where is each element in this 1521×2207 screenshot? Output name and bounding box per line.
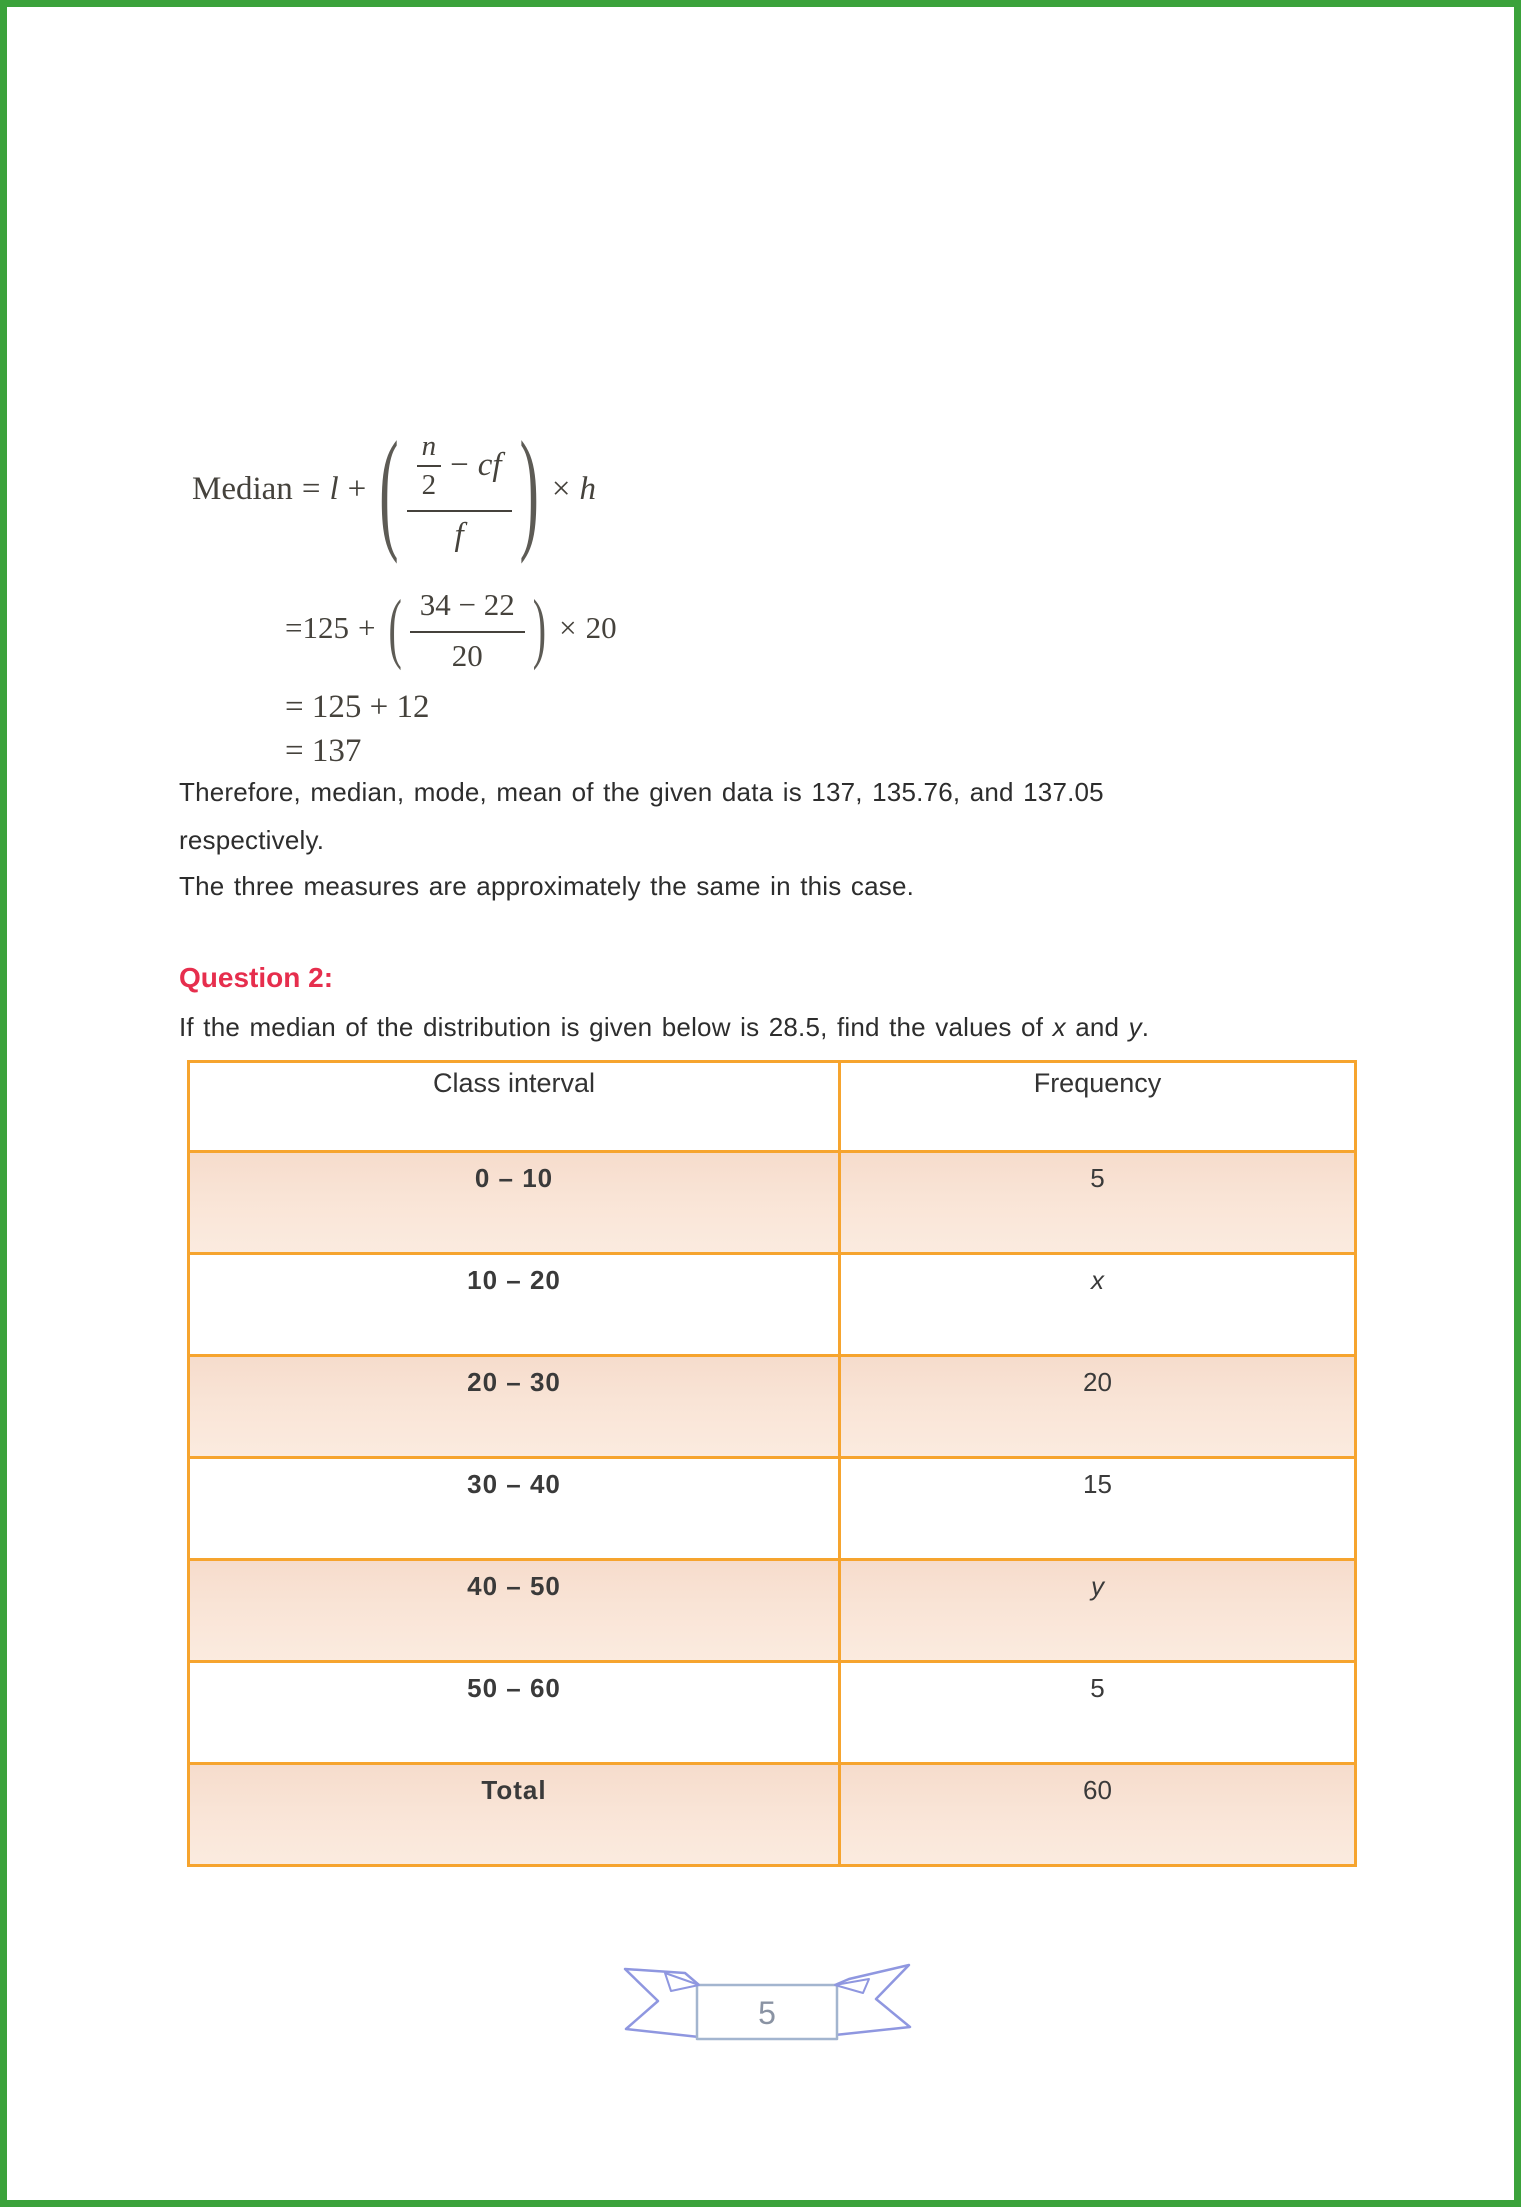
formula-var-cf: cf [477,447,502,483]
times-sign: × [559,610,577,645]
class-interval-cell: Total [190,1765,841,1864]
class-interval-cell: 50 – 60 [190,1663,841,1762]
table-row-total [190,1762,1354,1864]
question-var-x: x [1052,1012,1066,1042]
formula-var-f: f [454,516,464,553]
table-header-class-interval: Class interval [190,1063,841,1150]
table-row [190,1252,1354,1354]
formula-fraction [407,426,512,554]
table-row [190,1558,1354,1660]
plus-sign: + [357,610,376,645]
table-row [190,1456,1354,1558]
table-row [190,1150,1354,1252]
frequency-cell: 5 [1090,1163,1105,1193]
note-text: The three measures are approximately the same in this case. [179,871,915,901]
equals-sign: = [301,471,321,507]
formula-factor-20: 20 [585,610,617,645]
class-interval-cell: 20 – 30 [190,1357,841,1456]
question-text-mid: and [1065,1012,1129,1042]
open-paren: ( [388,583,402,671]
question-text [179,1012,1149,1043]
median-formula-line-2 [285,585,617,671]
median-formula-line-3: = 125 + 12 [285,689,430,725]
class-interval-cell: 40 – 50 [190,1561,841,1660]
formula-fraction [410,583,525,674]
open-paren: ( [379,411,399,565]
formula-median-label: Median [192,471,293,507]
table-row [190,1660,1354,1762]
table-header-row [190,1063,1354,1150]
frequency-cell: 5 [1090,1673,1105,1703]
result-text-line-2: respectively. [179,825,325,855]
n-over-2-fraction [417,430,442,502]
page-number: 5 [758,1995,776,2031]
close-paren: ) [519,411,539,565]
result-text-line-1: Therefore, median, mode, mean of the given data is 137, 135.76, and 137.05 [179,777,1104,807]
formula-base-125: 125 [302,610,349,645]
frequency-cell: 60 [1083,1775,1112,1805]
question-var-y: y [1128,1012,1142,1042]
formula-var-n: n [417,430,442,467]
frequency-cell: 15 [1083,1469,1112,1499]
class-interval-cell: 0 – 10 [190,1153,841,1252]
formula-var-h: h [579,471,596,507]
fraction-denominator: 20 [451,637,483,673]
table-header-frequency: Frequency [1033,1068,1162,1098]
question-heading: Question 2: [179,962,334,993]
times-sign: × [551,471,571,507]
close-paren: ) [532,583,547,671]
frequency-table [187,1060,1357,1867]
median-formula-line-1 [192,412,596,567]
class-interval-cell: 30 – 40 [190,1459,841,1558]
table-row [190,1354,1354,1456]
formula-const-2: 2 [421,468,437,501]
fraction-numerator [407,426,512,512]
minus-sign: − [450,447,469,483]
median-formula-line-4: = 137 [285,733,362,769]
plus-sign: + [347,471,367,507]
frequency-cell: 20 [1083,1367,1112,1397]
question-text-before: If the median of the distribution is given below is 28.5, find the values of [179,1012,1053,1042]
formula-var-l: l [329,471,339,507]
fraction-numerator: 34 − 22 [410,583,525,633]
frequency-cell: x [1091,1265,1104,1295]
frequency-cell: y [1091,1571,1104,1601]
equals-sign: = [285,610,303,645]
question-text-after: . [1141,1012,1150,1042]
class-interval-cell: 10 – 20 [190,1255,841,1354]
